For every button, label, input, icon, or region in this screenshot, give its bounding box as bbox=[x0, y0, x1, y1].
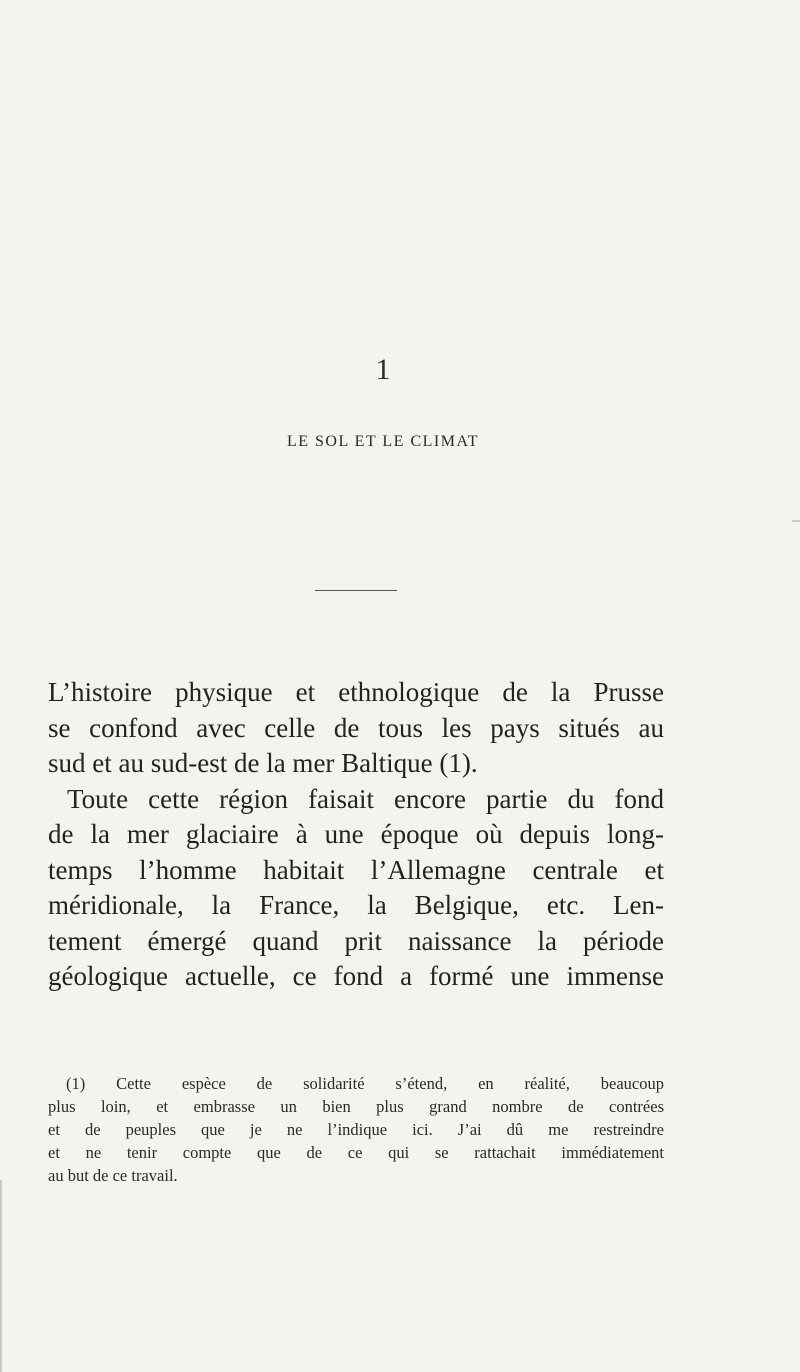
footnote-line: (1) Cette espèce de solidarité s’étend, en réalité, beaucoup bbox=[66, 1074, 664, 1093]
body-line: Toute cette région faisait encore partie du fond bbox=[67, 783, 664, 814]
body-line: L’histoire physique et ethnologique de la Prusse bbox=[48, 677, 664, 707]
title-divider bbox=[315, 590, 397, 591]
chapter-title: LE SOL ET LE CLIMAT bbox=[286, 433, 480, 450]
body-line: sud et au sud-est de la mer Baltique (1). bbox=[48, 748, 478, 778]
body-line: tement émergé quand prit naissance la période bbox=[48, 925, 664, 956]
footnote-line: plus loin, et embrasse un bien plus grand nombre de contrées bbox=[48, 1097, 664, 1116]
body-line: de la mer glaciaire à une époque où depuis long- bbox=[48, 819, 664, 849]
body-line: temps l’homme habitait l’Allemagne centrale et bbox=[48, 854, 664, 885]
page-margin-mark bbox=[792, 520, 800, 522]
body-paragraphs bbox=[48, 675, 664, 995]
footnote-line: au but de ce travail. bbox=[48, 1166, 178, 1185]
body-line: géologique actuelle, ce fond a formé une immense bbox=[48, 961, 664, 991]
footnote bbox=[48, 1072, 664, 1187]
footnote-line: et ne tenir compte que de ce qui se rattachait immédiatement bbox=[48, 1143, 664, 1162]
footnote-line: et de peuples que je ne l’indique ici. J’ai dû me restreindre bbox=[48, 1120, 664, 1139]
chapter-number: 1 bbox=[375, 353, 391, 386]
body-line: méridionale, la France, la Belgique, etc. Len- bbox=[48, 890, 664, 920]
body-line: se confond avec celle de tous les pays situés au bbox=[48, 712, 664, 743]
page-edge-shadow bbox=[0, 1180, 3, 1372]
